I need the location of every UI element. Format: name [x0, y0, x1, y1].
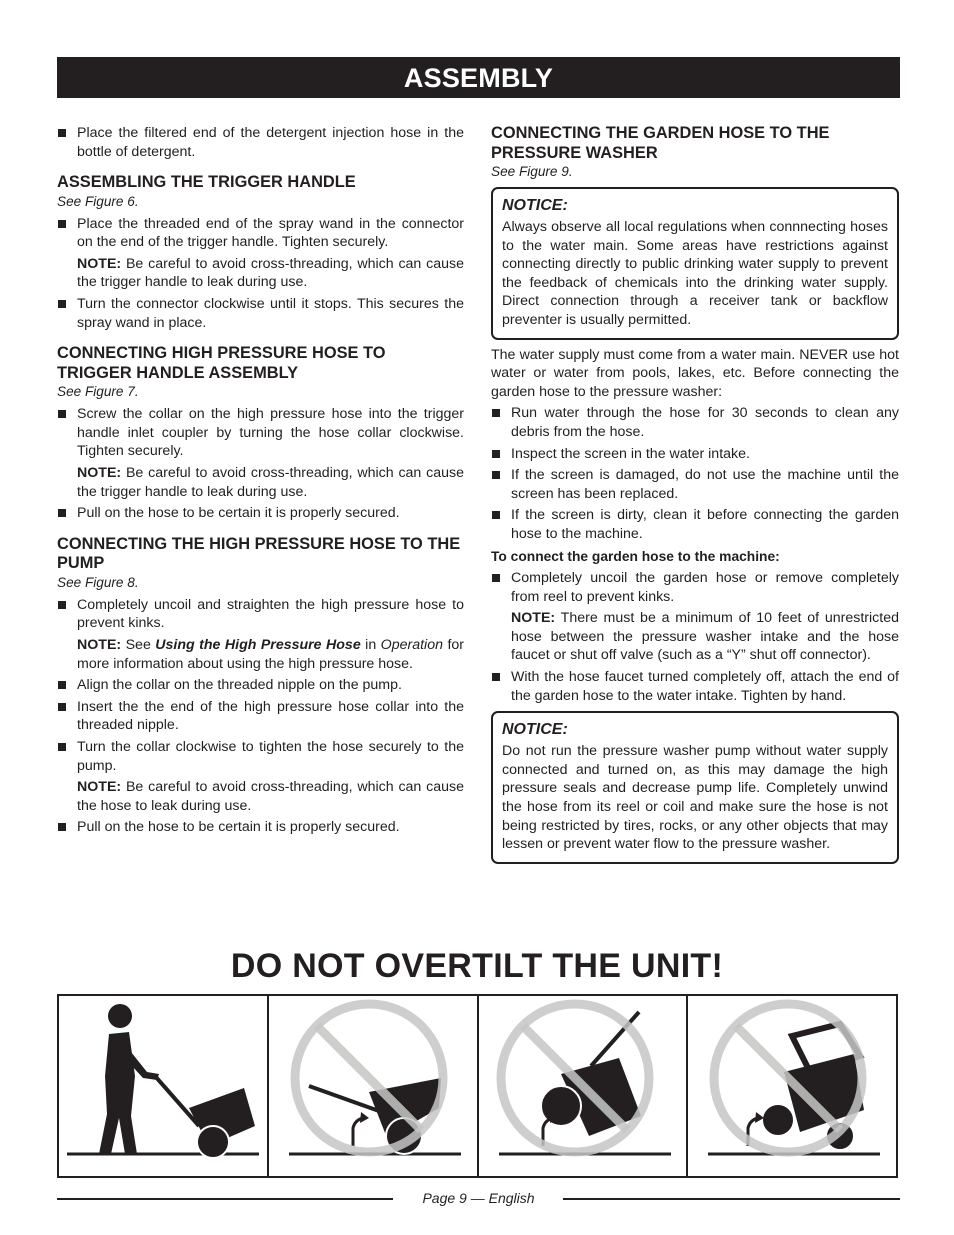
figure-reference: See Figure 6.	[57, 193, 139, 209]
note-reference: Using the High Pressure Hose	[155, 637, 361, 653]
list-item: Inspect the screen in the water intake.	[491, 445, 899, 464]
panel-overtilt-forward	[479, 996, 689, 1176]
note	[57, 636, 464, 673]
page-number: Page 9 — English	[418, 1190, 538, 1206]
list-item: Pull on the hose to be certain it is properly secured.	[57, 818, 464, 837]
note	[491, 609, 899, 665]
list-item: Align the collar on the threaded nipple on the pump.	[57, 676, 464, 695]
paragraph: The water supply must come from a water main. NEVER use hot water or water from pools, lakes, etc. Before connecting the garden hose to the pressure washer:	[491, 346, 899, 400]
footer-text-wrap	[57, 1188, 900, 1208]
warning-title: DO NOT OVERTILT THE UNIT!	[230, 947, 724, 985]
section-banner: ASSEMBLY	[57, 57, 900, 98]
note-text: Be careful to avoid cross-threading, which can cause the trigger handle to leak during use.	[77, 255, 464, 291]
tilt-illustration-panels	[57, 994, 898, 1178]
list-item: Turn the collar clockwise to tighten the hose securely to the pump.	[57, 738, 464, 775]
subheading: To connect the garden hose to the machine:	[491, 548, 780, 564]
list-item: Turn the connector clockwise until it stops. This secures the spray wand in place.	[57, 295, 464, 332]
list-item: Place the threaded end of the spray wand in the connector on the end of the trigger handle. Tighten securely.	[57, 215, 464, 252]
notice-text: Do not run the pressure washer pump without water supply connected and turned on, as this may damage the high pressure seals and decrease pump life. Completely unwind the hose from its reel or coil and make sure the hose is not being restricted by tires, rocks, or any other objects that may lessen or prevent water flow to the pressure washer.	[502, 743, 888, 853]
right-column	[491, 124, 899, 870]
list-item: Place the filtered end of the detergent injection hose in the bottle of detergent.	[57, 124, 464, 161]
section-hp-pump	[57, 535, 464, 837]
list-item: Run water through the hose for 30 seconds to clean any debris from the hose.	[491, 404, 899, 441]
note-label: NOTE:	[77, 255, 122, 272]
note-label: NOTE:	[77, 465, 122, 482]
notice-box	[491, 187, 899, 340]
note-text: See	[125, 637, 151, 653]
no-overtilt-side-icon	[688, 996, 897, 1176]
list-item: Screw the collar on the high pressure hose into the trigger handle inlet coupler by turning the hose collar clockwise. Tighten securely.	[57, 405, 464, 461]
note-text: Be careful to avoid cross-threading, which can cause the trigger handle to leak during use.	[77, 465, 464, 500]
note	[57, 778, 464, 815]
note-text: Be careful to avoid cross-threading, which can cause the hose to leak during use.	[77, 779, 464, 814]
note-label: NOTE:	[77, 779, 122, 796]
section-heading: CONNECTING THE HIGH PRESSURE HOSE TO THE PUMP	[57, 534, 461, 573]
note-text: There must be a minimum of 10 feet of unrestricted hose between the pressure washer intake and the hose faucet or shut off valve (such as a “Y” shut off connector).	[511, 610, 899, 664]
figure-reference: See Figure 9.	[491, 164, 573, 179]
note-text: in	[365, 637, 377, 653]
panel-overtilt-back	[269, 996, 479, 1176]
person-pushing-washer-icon	[59, 996, 268, 1176]
note-reference: Operation	[380, 637, 443, 653]
list-item: With the hose faucet turned completely off, attach the end of the garden hose to the water intake. Tighten by hand.	[491, 668, 899, 705]
section-heading: CONNECTING HIGH PRESSURE HOSE TO TRIGGER HANDLE ASSEMBLY	[57, 344, 386, 382]
figure-reference: See Figure 8.	[57, 574, 139, 590]
list-item: Pull on the hose to be certain it is properly secured.	[57, 504, 464, 523]
panel-overtilt-side	[688, 996, 896, 1176]
note	[57, 464, 464, 501]
list-item: If the screen is damaged, do not use the machine until the screen has been replaced.	[491, 466, 899, 503]
notice-title: NOTICE:	[502, 721, 568, 739]
no-overtilt-forward-icon	[479, 996, 688, 1176]
section-heading: CONNECTING THE GARDEN HOSE TO THE PRESSURE WASHER	[491, 124, 830, 162]
list-item: Insert the the end of the high pressure hose collar into the threaded nipple.	[57, 698, 464, 735]
list-item: Completely uncoil and straighten the high pressure hose to prevent kinks.	[57, 596, 464, 633]
note-label: NOTE:	[77, 637, 122, 653]
list-item: Completely uncoil the garden hose or remove completely from reel to prevent kinks.	[491, 569, 899, 606]
no-overtilt-back-icon	[269, 996, 478, 1176]
notice-text: Always observe all local regulations when connnecting hoses to the water main. Some areas have restrictions against connecting directly to public drinking water supply to prevent the feedback of chemicals into the drinking water supply. Direct connection through a receiver tank or backflow preventer is usually permitted.	[502, 219, 888, 328]
figure-reference: See Figure 7.	[57, 384, 139, 400]
notice-title: NOTICE:	[502, 197, 568, 214]
page-footer	[57, 1188, 900, 1208]
note	[57, 255, 464, 292]
section-trigger-handle	[57, 173, 464, 332]
section-hp-trigger	[57, 344, 464, 523]
panel-correct-tilt	[59, 996, 269, 1176]
note-text: for more information about using the high pressure hose.	[77, 637, 464, 672]
section-heading: ASSEMBLING THE TRIGGER HANDLE	[57, 173, 356, 192]
list-item: If the screen is dirty, clean it before connecting the garden hose to the machine.	[491, 506, 899, 543]
left-column	[57, 124, 464, 840]
notice-box	[491, 711, 899, 864]
note-label: NOTE:	[511, 610, 556, 627]
